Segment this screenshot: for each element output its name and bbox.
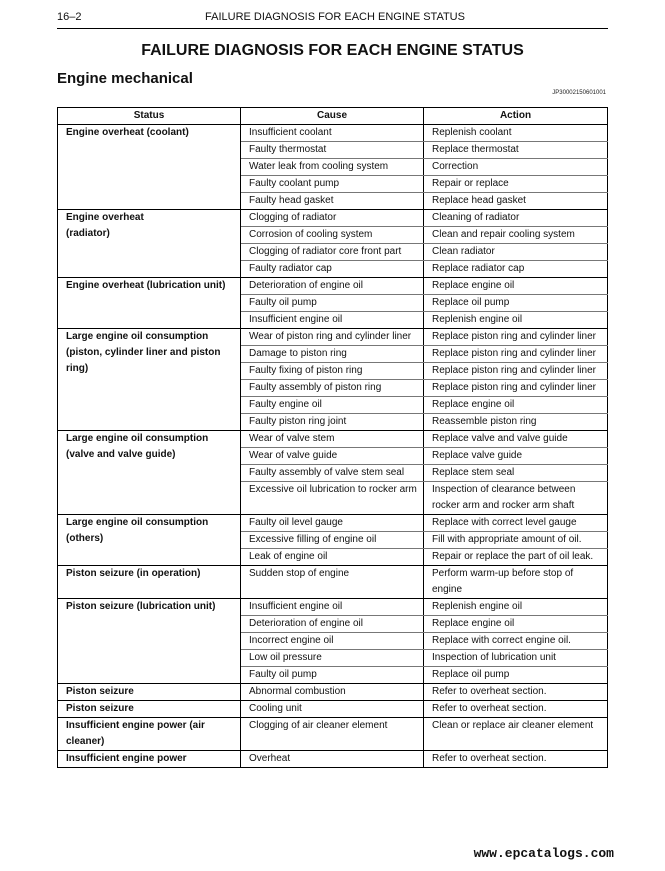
action-cell: Replace piston ring and cylinder liner bbox=[424, 329, 608, 346]
status-cell: Piston seizure bbox=[58, 684, 241, 701]
table-row bbox=[58, 125, 608, 142]
action-cell: Replace oil pump bbox=[424, 295, 608, 312]
cause-cell: Faulty assembly of piston ring bbox=[241, 380, 424, 397]
action-cell: Inspection of clearance between rocker arm and rocker arm shaft bbox=[424, 482, 608, 515]
cause-cell: Clogging of radiator core front part bbox=[241, 244, 424, 261]
cause-cell: Incorrect engine oil bbox=[241, 633, 424, 650]
action-cell: Replace stem seal bbox=[424, 465, 608, 482]
cause-cell: Clogging of radiator bbox=[241, 210, 424, 227]
status-cell: Engine overheat (coolant) bbox=[58, 125, 241, 210]
diagnosis-table bbox=[57, 107, 608, 768]
running-title: FAILURE DIAGNOSIS FOR EACH ENGINE STATUS bbox=[205, 11, 465, 23]
table-row bbox=[58, 718, 608, 751]
cause-cell: Wear of valve stem bbox=[241, 431, 424, 448]
table-row bbox=[58, 515, 608, 532]
action-cell: Replace head gasket bbox=[424, 193, 608, 210]
section-title: Engine mechanical bbox=[57, 70, 193, 87]
status-cell: Large engine oil consumption (piston, cylinder liner and piston ring) bbox=[58, 329, 241, 431]
action-cell: Refer to overheat section. bbox=[424, 684, 608, 701]
table-row bbox=[58, 684, 608, 701]
table-row bbox=[58, 431, 608, 448]
action-cell: Replace radiator cap bbox=[424, 261, 608, 278]
page-header bbox=[57, 11, 608, 29]
column-header-status: Status bbox=[58, 108, 241, 125]
cause-cell: Damage to piston ring bbox=[241, 346, 424, 363]
action-cell: Reassemble piston ring bbox=[424, 414, 608, 431]
table-row bbox=[58, 599, 608, 616]
action-cell: Replenish engine oil bbox=[424, 599, 608, 616]
action-cell: Replace piston ring and cylinder liner bbox=[424, 380, 608, 397]
action-cell: Replace with correct level gauge bbox=[424, 515, 608, 532]
status-cell: Insufficient engine power bbox=[58, 751, 241, 768]
cause-cell: Water leak from cooling system bbox=[241, 159, 424, 176]
action-cell: Replace oil pump bbox=[424, 667, 608, 684]
action-cell: Refer to overheat section. bbox=[424, 701, 608, 718]
cause-cell: Low oil pressure bbox=[241, 650, 424, 667]
action-cell: Clean and repair cooling system bbox=[424, 227, 608, 244]
document-title: FAILURE DIAGNOSIS FOR EACH ENGINE STATUS bbox=[141, 42, 524, 59]
cause-cell: Excessive oil lubrication to rocker arm bbox=[241, 482, 424, 515]
cause-cell: Wear of piston ring and cylinder liner bbox=[241, 329, 424, 346]
cause-cell: Faulty oil pump bbox=[241, 295, 424, 312]
action-cell: Replenish engine oil bbox=[424, 312, 608, 329]
page-number: 16–2 bbox=[57, 11, 82, 23]
table-header bbox=[58, 108, 608, 125]
cause-cell: Faulty piston ring joint bbox=[241, 414, 424, 431]
cause-cell: Overheat bbox=[241, 751, 424, 768]
table-row bbox=[58, 210, 608, 227]
cause-cell: Clogging of air cleaner element bbox=[241, 718, 424, 751]
action-cell: Clean radiator bbox=[424, 244, 608, 261]
cause-cell: Faulty thermostat bbox=[241, 142, 424, 159]
table-body bbox=[58, 125, 608, 768]
table-row bbox=[58, 751, 608, 768]
status-cell: Large engine oil consumption (valve and valve guide) bbox=[58, 431, 241, 515]
action-cell: Inspection of lubrication unit bbox=[424, 650, 608, 667]
cause-cell: Faulty coolant pump bbox=[241, 176, 424, 193]
action-cell: Replace piston ring and cylinder liner bbox=[424, 363, 608, 380]
action-cell: Refer to overheat section. bbox=[424, 751, 608, 768]
table-row bbox=[58, 701, 608, 718]
cause-cell: Faulty oil pump bbox=[241, 667, 424, 684]
cause-cell: Wear of valve guide bbox=[241, 448, 424, 465]
cause-cell: Faulty fixing of piston ring bbox=[241, 363, 424, 380]
action-cell: Repair or replace the part of oil leak. bbox=[424, 549, 608, 566]
action-cell: Replace valve guide bbox=[424, 448, 608, 465]
cause-cell: Sudden stop of engine bbox=[241, 566, 424, 599]
status-cell: Insufficient engine power (air cleaner) bbox=[58, 718, 241, 751]
action-cell: Replace with correct engine oil. bbox=[424, 633, 608, 650]
action-cell: Cleaning of radiator bbox=[424, 210, 608, 227]
column-header-action: Action bbox=[424, 108, 608, 125]
status-cell: Piston seizure bbox=[58, 701, 241, 718]
status-cell: Piston seizure (lubrication unit) bbox=[58, 599, 241, 684]
document-code: JP30002150601001 bbox=[552, 90, 606, 96]
cause-cell: Faulty head gasket bbox=[241, 193, 424, 210]
cause-cell: Faulty engine oil bbox=[241, 397, 424, 414]
cause-cell: Faulty assembly of valve stem seal bbox=[241, 465, 424, 482]
action-cell: Replace engine oil bbox=[424, 616, 608, 633]
action-cell: Replace valve and valve guide bbox=[424, 431, 608, 448]
action-cell: Clean or replace air cleaner element bbox=[424, 718, 608, 751]
cause-cell: Insufficient engine oil bbox=[241, 312, 424, 329]
cause-cell: Deterioration of engine oil bbox=[241, 278, 424, 295]
action-cell: Replenish coolant bbox=[424, 125, 608, 142]
action-cell: Correction bbox=[424, 159, 608, 176]
action-cell: Perform warm-up before stop of engine bbox=[424, 566, 608, 599]
status-cell: Large engine oil consumption (others) bbox=[58, 515, 241, 566]
table-row bbox=[58, 566, 608, 599]
column-header-cause: Cause bbox=[241, 108, 424, 125]
cause-cell: Insufficient coolant bbox=[241, 125, 424, 142]
action-cell: Replace engine oil bbox=[424, 278, 608, 295]
cause-cell: Faulty oil level gauge bbox=[241, 515, 424, 532]
status-cell: Engine overheat (lubrication unit) bbox=[58, 278, 241, 329]
cause-cell: Leak of engine oil bbox=[241, 549, 424, 566]
action-cell: Fill with appropriate amount of oil. bbox=[424, 532, 608, 549]
cause-cell: Cooling unit bbox=[241, 701, 424, 718]
status-cell: Piston seizure (in operation) bbox=[58, 566, 241, 599]
cause-cell: Corrosion of cooling system bbox=[241, 227, 424, 244]
cause-cell: Abnormal combustion bbox=[241, 684, 424, 701]
website-watermark: www.epcatalogs.com bbox=[473, 846, 614, 861]
cause-cell: Excessive filling of engine oil bbox=[241, 532, 424, 549]
action-cell: Replace engine oil bbox=[424, 397, 608, 414]
table-header-row bbox=[58, 108, 608, 125]
action-cell: Replace thermostat bbox=[424, 142, 608, 159]
table-row bbox=[58, 278, 608, 295]
cause-cell: Insufficient engine oil bbox=[241, 599, 424, 616]
cause-cell: Faulty radiator cap bbox=[241, 261, 424, 278]
table-row bbox=[58, 329, 608, 346]
action-cell: Repair or replace bbox=[424, 176, 608, 193]
cause-cell: Deterioration of engine oil bbox=[241, 616, 424, 633]
action-cell: Replace piston ring and cylinder liner bbox=[424, 346, 608, 363]
status-cell: Engine overheat (radiator) bbox=[58, 210, 241, 278]
